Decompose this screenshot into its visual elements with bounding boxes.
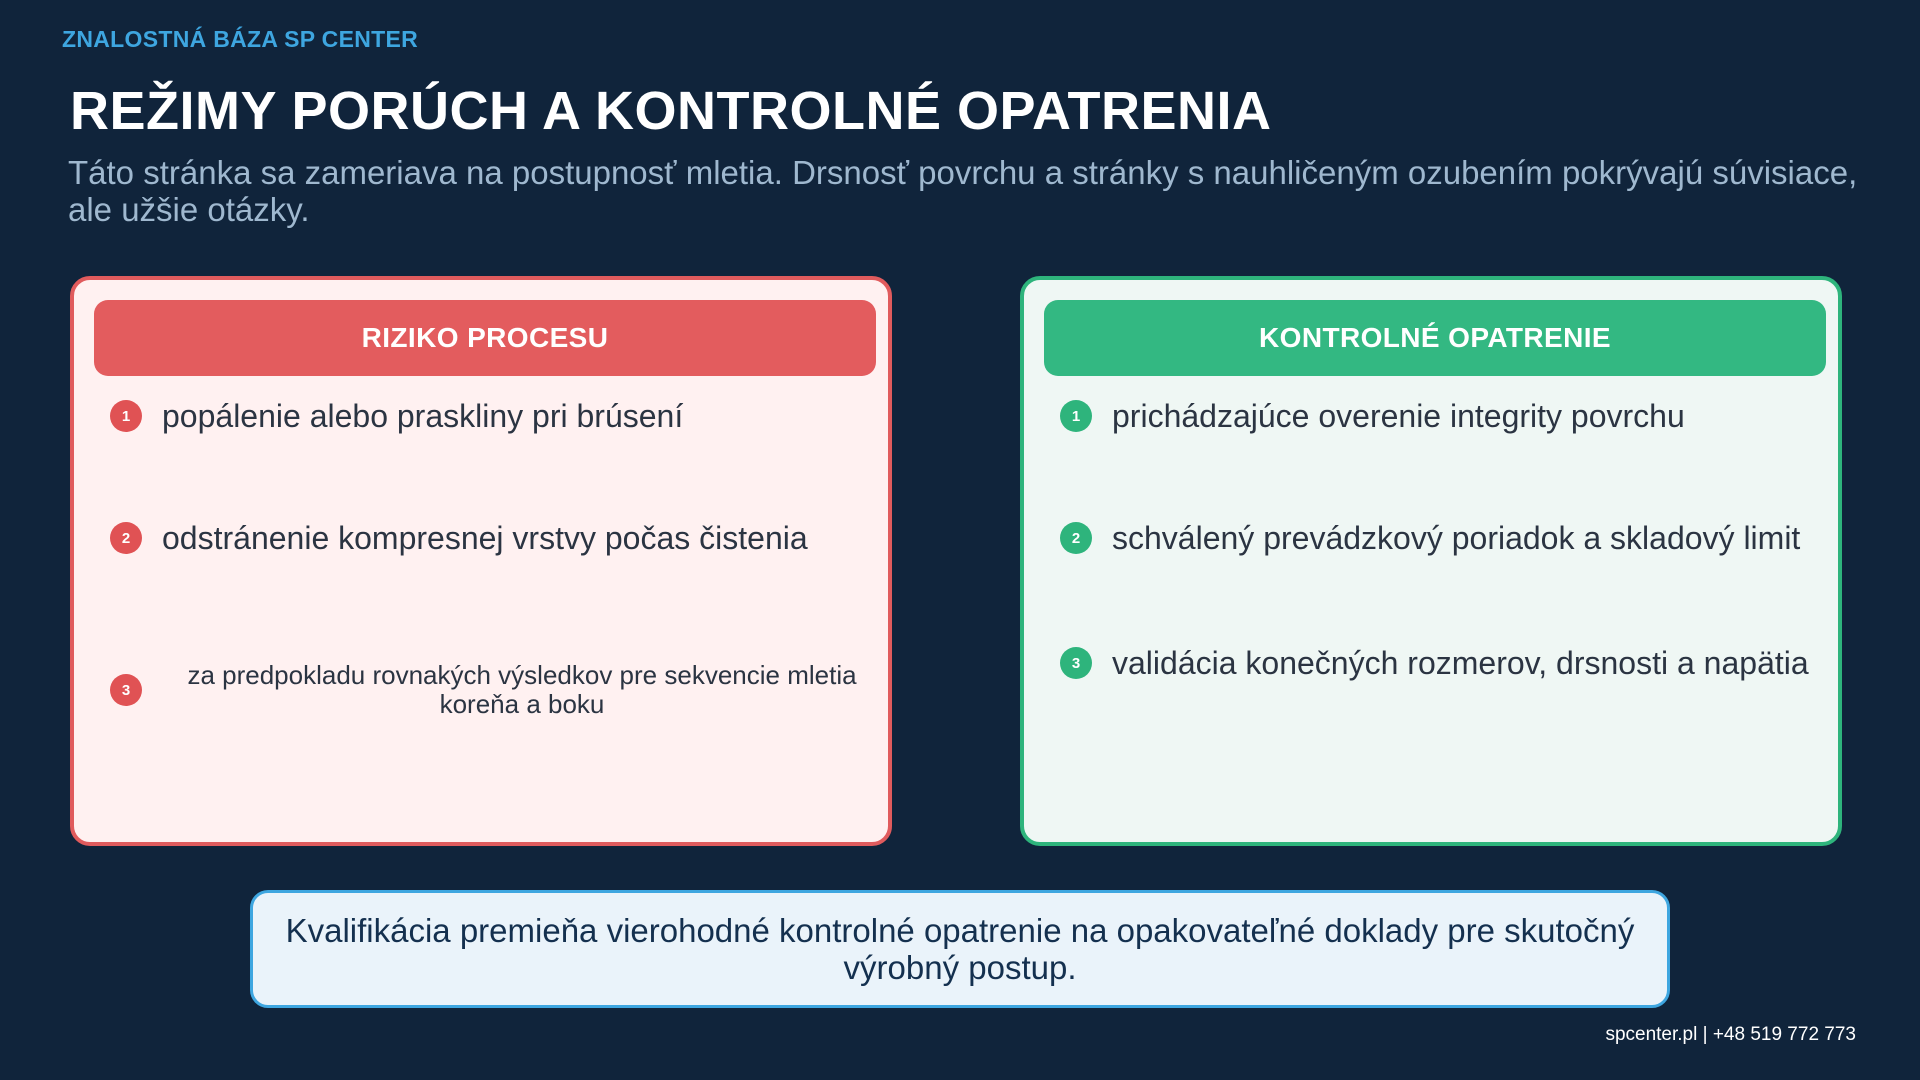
control-item-1 [1060, 398, 1685, 434]
risk-card [70, 276, 892, 846]
number-badge-3: 3 [1060, 647, 1092, 679]
control-item-2 [1060, 520, 1800, 556]
control-item-3 [1060, 645, 1809, 681]
page-subtitle: Táto stránka sa zameriava na postupnosť mletia. Drsnosť povrchu a stránky s nauhličeným ozubením pokrývajú súvisiace, ale užšie otázky. [68, 154, 1858, 228]
control-item-text: prichádzajúce overenie integrity povrchu [1112, 398, 1685, 434]
risk-item-1 [110, 398, 683, 434]
number-badge-2: 2 [110, 522, 142, 554]
control-item-text: schválený prevádzkový poriadok a skladový limit [1112, 520, 1801, 556]
number-badge-2: 2 [1060, 522, 1092, 554]
number-badge-3: 3 [110, 674, 142, 706]
contact-info: spcenter.pl | +48 519 772 773 [1605, 1024, 1856, 1045]
control-item-text: validácia konečných rozmerov, drsnosti a napätia [1112, 645, 1809, 681]
risk-card-header: RIZIKO PROCESU [94, 300, 876, 376]
risk-item-2 [110, 520, 808, 556]
control-card [1020, 276, 1842, 846]
brand-label: ZNALOSTNÁ BÁZA SP CENTER [62, 26, 419, 52]
risk-item-3 [110, 661, 882, 719]
control-card-header: KONTROLNÉ OPATRENIE [1044, 300, 1826, 376]
risk-item-text: za predpokladu rovnakých výsledkov pre sekvencie mletia koreňa a boku [187, 660, 857, 719]
number-badge-1: 1 [110, 400, 142, 432]
risk-item-text: popálenie alebo praskliny pri brúsení [162, 398, 684, 434]
summary-box: Kvalifikácia premieňa vierohodné kontrolné opatrenie na opakovateľné doklady pre skutočný výrobný postup. [250, 890, 1670, 1008]
page-title: REŽIMY PORÚCH A KONTROLNÉ OPATRENIA [70, 81, 1272, 141]
number-badge-1: 1 [1060, 400, 1092, 432]
risk-item-text: odstránenie kompresnej vrstvy počas čistenia [162, 520, 808, 556]
